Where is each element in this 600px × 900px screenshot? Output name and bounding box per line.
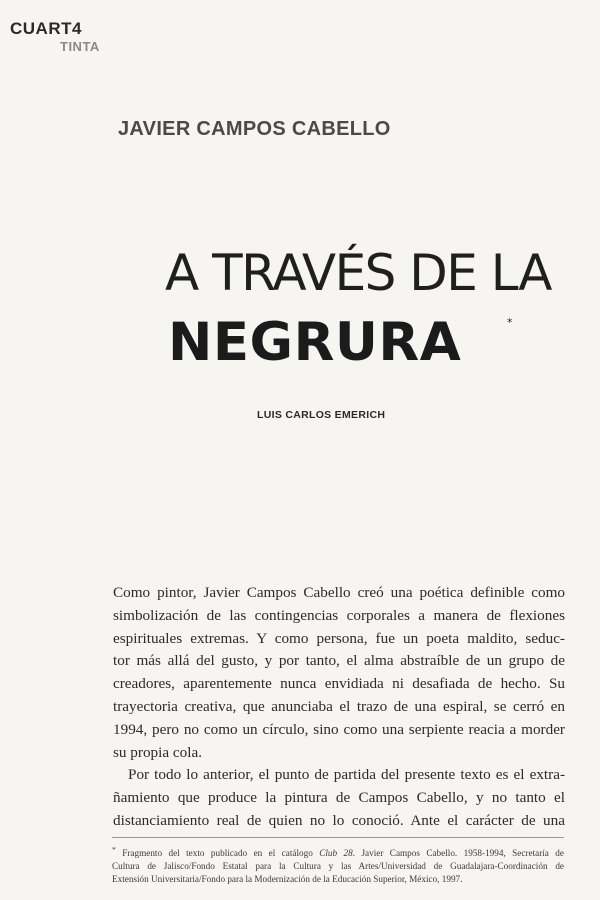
body-line: espirituales extremas. Y como persona, fue un poeta maldito, seduc- — [113, 629, 565, 647]
byline: LUIS CARLOS EMERICH — [257, 409, 386, 421]
body-line: su propia cola. — [113, 743, 202, 761]
magazine-logo — [10, 20, 100, 53]
body-line: tor más allá del gusto, y por tanto, el alma abstraíble de un grupo de — [113, 652, 565, 670]
article-body — [113, 582, 565, 833]
footnote-line — [112, 843, 564, 860]
footnote — [112, 843, 564, 887]
body-line: trayectoria creativa, que anunciaba el trazo de una espiral, se cerró en — [113, 697, 565, 715]
logo-main-text: CUART4 — [10, 19, 82, 38]
footnote-divider — [112, 837, 564, 838]
body-line: simbolización de las contingencias corporales a manera de flexiones — [113, 606, 565, 624]
title-footnote-mark: * — [507, 316, 513, 329]
footnote-catalog: Club 28 — [319, 848, 353, 859]
footnote-line: Cultura de Jalisco/Fondo Estatal para la Cultura y las Artes/Universidad de Guadalajara-Coordinación de — [112, 861, 564, 872]
body-line: Por todo lo anterior, el punto de partida del presente texto es el extra- — [128, 766, 565, 784]
author-heading: JAVIER CAMPOS CABELLO — [118, 118, 391, 140]
body-line: distanciamiento real de quien no lo conoció. Ante el carácter de una — [113, 811, 565, 829]
footnote-prefix: Fragmento del texto publicado en el catálogo — [122, 848, 320, 859]
footnote-line1-rest: . Javier Campos Cabello. 1958-1994, Secretaría de — [352, 848, 564, 859]
article-title-line2: NEGRURA — [168, 312, 462, 373]
logo-sub-text: TINTA — [60, 39, 100, 54]
body-line: Como pintor, Javier Campos Cabello creó una poética definible como — [113, 584, 565, 601]
footnote-mark: * — [112, 845, 116, 854]
body-line: creadores, aparentemente nunca envidiada ni desafiada de hecho. Su — [113, 675, 565, 693]
article-title-line1: A TRAVÉS DE LA — [165, 244, 551, 302]
body-line: ñamiento que produce la pintura de Campos Cabello, y no tanto el — [113, 789, 565, 807]
body-line: 1994, pero no como un círculo, sino como una serpiente reacia a morder — [113, 720, 565, 738]
footnote-line: Extensión Universitaria/Fondo para la Modernización de la Educación Superior, México, 1997. — [112, 874, 463, 885]
